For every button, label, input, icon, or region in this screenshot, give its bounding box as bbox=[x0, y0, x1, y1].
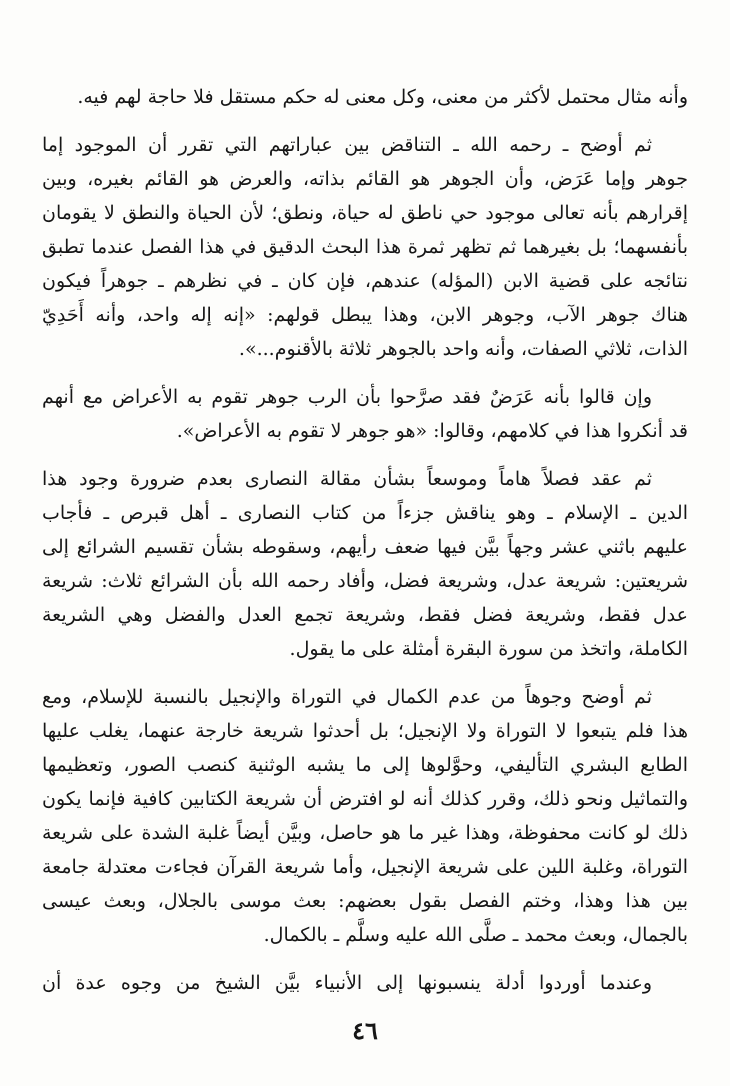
paragraph bbox=[42, 966, 688, 1000]
text-line: وعندما أوردوا أدلة ينسبونها إلى الأنبياء بيَّن الشيخ من وجوه عدة أن bbox=[42, 972, 652, 994]
text-line: هذا فلم يتبعوا لا التوراة ولا الإنجيل؛ بل أحدثوا شريعة خارجة عنهما، يغلب عليها bbox=[42, 720, 688, 742]
paragraph bbox=[42, 462, 688, 666]
text-line: بالجمال، وبعث محمد ـ صلَّى الله عليه وسلَّم ـ بالكمال. bbox=[263, 924, 688, 946]
body-text bbox=[42, 80, 688, 1000]
text-line: شريعتين: شريعة عدل، وشريعة فضل، وأفاد رحمه الله بأن الشرائع ثلاث: شريعة bbox=[42, 570, 688, 592]
text-line: نتائجه على قضية الابن (المؤله) عندهم، فإن كان ـ في نظرهم ـ جوهراً فيكون bbox=[42, 270, 688, 292]
paragraph bbox=[42, 128, 688, 366]
text-line: وإن قالوا بأنه عَرَضٌ فقد صرَّحوا بأن الرب جوهر تقوم به الأعراض مع أنهم bbox=[42, 386, 652, 408]
text-line: ذلك لو كانت محفوظة، وهذا غير ما هو حاصل، وبيَّن أيضاً غلبة الشدة على شريعة bbox=[42, 822, 688, 844]
text-line: هناك جوهر الآب، وجوهر الابن، وهذا يبطل قولهم: «إنه إله واحد، وأنه أَحَدِيّ bbox=[42, 304, 688, 326]
text-line: عليهم باثني عشر وجهاً بيَّن فيها ضعف رأيهم، وسقوطه بشأن تقسيم الشرائع إلى bbox=[42, 536, 688, 558]
text-line: إقرارهم بأنه تعالى موجود حي ناطق له حياة، ونطق؛ لأن الحياة والنطق لا يقومان bbox=[42, 202, 688, 224]
text-line: عدل فقط، وشريعة فضل فقط، وشريعة تجمع العدل والفضل وهي الشريعة bbox=[42, 604, 688, 626]
paragraph bbox=[42, 80, 688, 114]
text-line: بين هذا وهذا، وختم الفصل بقول بعضهم: بعث موسى بالجلال، وبعث عيسى bbox=[42, 890, 688, 912]
page-number: ٤٦ bbox=[352, 1016, 378, 1045]
text-line: التوراة، وغلبة اللين على شريعة الإنجيل، وأما شريعة القرآن فجاءت معتدلة جامعة bbox=[42, 856, 688, 878]
text-line: ثم عقد فصلاً هاماً وموسعاً بشأن مقالة النصارى بعدم ضرورة وجود هذا bbox=[42, 468, 652, 490]
paragraph bbox=[42, 380, 688, 448]
text-line: بأنفسهما؛ بل بغيرهما ثم تظهر ثمرة هذا البحث الدقيق في هذا الفصل عندما تطبق bbox=[42, 236, 688, 258]
text-line: الطابع البشري التأليفي، وحوَّلوها إلى ما يشبه الوثنية كنصب الصور، وتعظيمها bbox=[42, 754, 688, 776]
text-line: الكاملة، واتخذ من سورة البقرة أمثلة على ما يقول. bbox=[289, 638, 688, 660]
text-line: وأنه مثال محتمل لأكثر من معنى، وكل معنى له حكم مستقل فلا حاجة لهم فيه. bbox=[77, 86, 688, 108]
text-line: ثم أوضح ـ رحمه الله ـ التناقض بين عباراتهم التي تقرر أن الموجود إما bbox=[42, 134, 652, 156]
text-line: ثم أوضح وجوهاً من عدم الكمال في التوراة والإنجيل بالنسبة للإسلام، ومع bbox=[42, 686, 652, 708]
text-line: الذات، ثلاثي الصفات، وأنه واحد بالجوهر ثلاثة بالأقنوم...». bbox=[238, 338, 688, 360]
text-line: جوهر وإما عَرَض، وأن الجوهر هو القائم بذاته، والعرض هو القائم بغيره، وبين bbox=[42, 168, 688, 190]
text-line: والتماثيل ونحو ذلك، وقرر كذلك أنه لو افترض أن شريعة الكتابين كافية فإنما يكون bbox=[42, 788, 688, 810]
text-line: الدين ـ الإسلام ـ وهو يناقش جزءاً من كتاب النصارى ـ أهل قبرص ـ فأجاب bbox=[42, 502, 688, 524]
text-line: قد أنكروا هذا في كلامهم، وقالوا: «هو جوهر لا تقوم به الأعراض». bbox=[176, 420, 688, 442]
paragraph bbox=[42, 680, 688, 952]
